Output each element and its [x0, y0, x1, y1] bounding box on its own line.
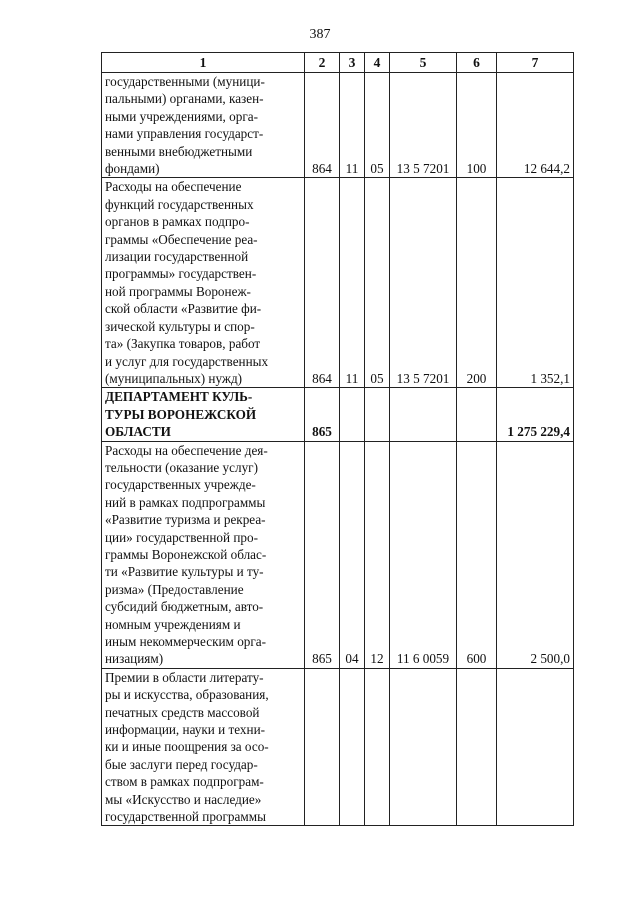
description-line: лизации государственной — [105, 249, 249, 265]
subsection-code-cell: 05 — [365, 73, 390, 178]
section-code-cell — [340, 388, 365, 441]
description-line: «Развитие туризма и рекреа- — [105, 512, 266, 528]
description-line: ДЕПАРТАМЕНТ КУЛЬ- — [105, 389, 253, 405]
description-line: граммы «Обеспечение реа- — [105, 231, 258, 247]
amount-cell: 1 275 229,4 — [497, 388, 574, 441]
table-row — [102, 73, 574, 178]
description-line: зической культуры и спор- — [105, 318, 255, 334]
description-line: ной программы Воронеж- — [105, 283, 251, 299]
description-line: мы «Искусство и наследие» — [105, 791, 262, 807]
expense-type-cell: 100 — [457, 73, 497, 178]
column-header: 5 — [390, 53, 457, 73]
section-code-cell: 11 — [340, 178, 365, 388]
ministry-code-cell: 865 — [305, 388, 340, 441]
column-header: 3 — [340, 53, 365, 73]
target-article-cell: 11 6 0059 — [390, 441, 457, 668]
description-line: субсидий бюджетным, авто- — [105, 599, 264, 615]
description-line: ции» государственной про- — [105, 529, 258, 545]
description-line: нами управления государст- — [105, 126, 264, 142]
table-body — [102, 73, 574, 826]
description-line: та» (Закупка товаров, работ — [105, 336, 261, 352]
row-description — [102, 388, 305, 441]
page-number: 387 — [309, 27, 331, 42]
target-article-cell — [390, 668, 457, 826]
amount-cell: 2 500,0 — [497, 441, 574, 668]
row-description — [102, 73, 305, 178]
description-line: граммы Воронежской облас- — [105, 546, 267, 562]
description-line: ОБЛАСТИ — [105, 424, 171, 440]
description-line: Премии в области литерату- — [105, 669, 264, 685]
description-line: ТУРЫ ВОРОНЕЖСКОЙ — [105, 406, 257, 422]
description-line: низациям) — [105, 651, 164, 667]
table-row — [102, 668, 574, 826]
header-row — [102, 53, 574, 73]
description-line: иным некоммерческим орга- — [105, 634, 267, 649]
description-line: информации, науки и техни- — [105, 722, 266, 738]
section-code-cell: 04 — [340, 441, 365, 668]
section-code-cell: 11 — [340, 73, 365, 178]
ministry-code-cell: 864 — [305, 73, 340, 178]
description-line: венными внебюджетными — [105, 143, 253, 159]
description-line: бые заслуги перед государ- — [105, 756, 258, 772]
row-description — [102, 441, 305, 668]
row-description — [102, 668, 305, 826]
amount-cell — [497, 668, 574, 826]
description-line: государственных учрежде- — [105, 477, 256, 493]
description-line: и услуг для государственных — [105, 353, 269, 369]
column-header: 1 — [102, 53, 305, 73]
description-line: ки и иные поощрения за осо- — [105, 739, 269, 755]
table-row — [102, 178, 574, 388]
column-header: 2 — [305, 53, 340, 73]
description-line: печатных средств массовой — [105, 704, 260, 720]
budget-table — [101, 52, 574, 826]
subsection-code-cell — [365, 668, 390, 826]
description-line: фондами) — [105, 161, 160, 177]
description-line: государственными (муници- — [105, 74, 265, 89]
subsection-code-cell: 12 — [365, 441, 390, 668]
expense-type-cell: 200 — [457, 178, 497, 388]
description-line: Расходы на обеспечение дея- — [105, 442, 268, 458]
target-article-cell: 13 5 7201 — [390, 178, 457, 388]
description-line: ными учреждениями, орга- — [105, 108, 258, 124]
column-header: 4 — [365, 53, 390, 73]
table-row — [102, 388, 574, 441]
ministry-code-cell: 865 — [305, 441, 340, 668]
expense-type-cell: 600 — [457, 441, 497, 668]
amount-cell: 12 644,2 — [497, 73, 574, 178]
target-article-cell: 13 5 7201 — [390, 73, 457, 178]
section-code-cell — [340, 668, 365, 826]
expense-type-cell — [457, 668, 497, 826]
description-line: государственной программы — [105, 809, 266, 825]
description-line: ской области «Развитие фи- — [105, 301, 262, 317]
description-line: (муниципальных) нужд) — [105, 370, 243, 386]
target-article-cell — [390, 388, 457, 441]
description-line: тельности (оказание услуг) — [105, 459, 258, 475]
expense-type-cell — [457, 388, 497, 441]
subsection-code-cell: 05 — [365, 178, 390, 388]
description-line: функций государственных — [105, 196, 254, 212]
description-line: ний в рамках подпрограммы — [105, 494, 266, 510]
table-row — [102, 441, 574, 668]
description-line: органов в рамках подпро- — [105, 214, 250, 230]
column-header: 7 — [497, 53, 574, 73]
ministry-code-cell — [305, 668, 340, 826]
description-line: ры и искусства, образования, — [105, 687, 269, 703]
subsection-code-cell — [365, 388, 390, 441]
ministry-code-cell: 864 — [305, 178, 340, 388]
description-line: пальными) органами, казен- — [105, 91, 264, 107]
amount-cell: 1 352,1 — [497, 178, 574, 388]
description-line: ризма» (Предоставление — [105, 581, 244, 597]
description-line: ством в рамках подпрограм- — [105, 774, 264, 790]
description-line: ти «Развитие культуры и ту- — [105, 564, 264, 580]
row-description — [102, 178, 305, 388]
column-header: 6 — [457, 53, 497, 73]
description-line: программы» государствен- — [105, 266, 257, 282]
description-line: Расходы на обеспечение — [105, 179, 242, 195]
description-line: номным учреждениям и — [105, 616, 241, 632]
